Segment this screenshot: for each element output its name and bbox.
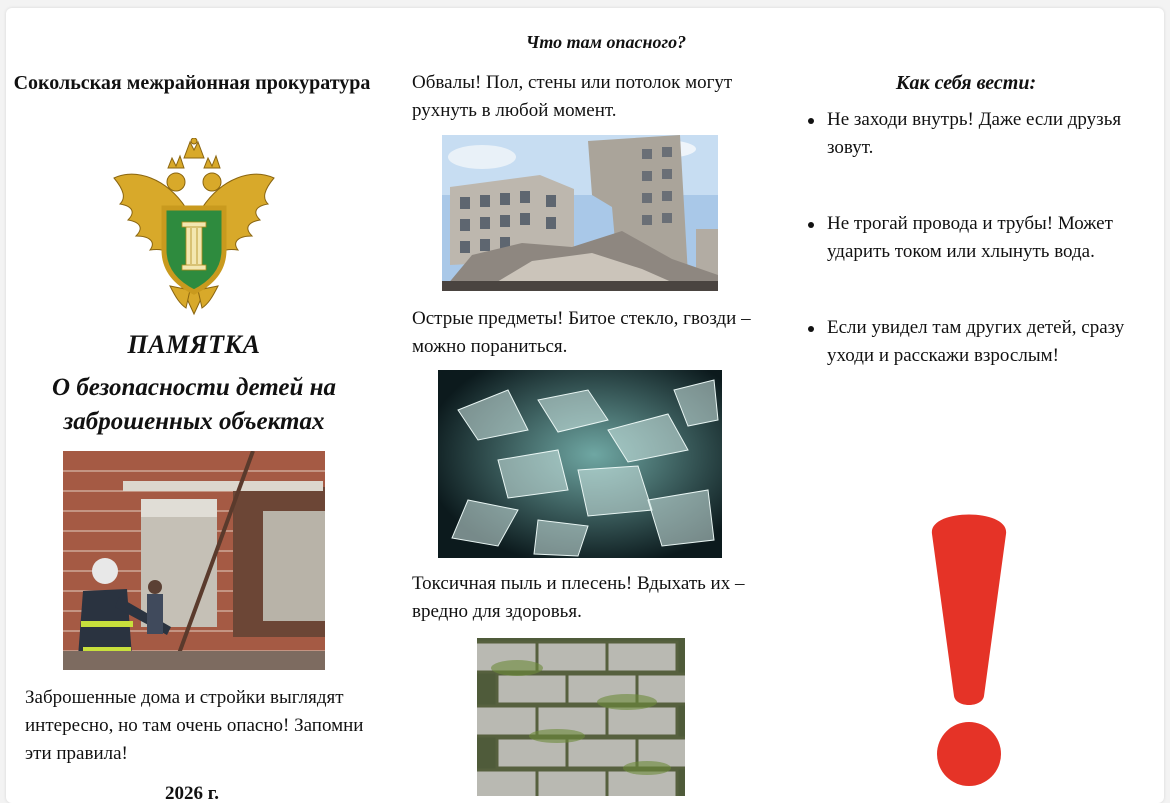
organization-title: Сокольская межрайонная прокуратура [13, 72, 371, 94]
bullet-icon [808, 326, 814, 332]
intro-text: Заброшенные дома и стройки выглядят интересно, но там очень опасно! Запомни эти правила! [25, 687, 364, 764]
memo-title: ПАМЯТКА [127, 330, 261, 359]
list-item [803, 314, 1143, 370]
behavior-rules-list [803, 106, 1143, 418]
list-item [803, 210, 1143, 266]
prosecutor-emblem-icon [106, 138, 282, 316]
behavior-heading: Как себя вести: [895, 72, 1037, 94]
year-label: 2026 г. [165, 783, 219, 803]
danger-item-sharp: Острые предметы! Битое стекло, гвозди – можно пораниться. [412, 308, 751, 357]
dangers-heading: Что там опасного? [525, 32, 687, 52]
rule-text: Не трогай провода и трубы! Может ударить током или хлынуть вода. [827, 213, 1113, 262]
danger-item-toxic: Токсичная пыль и плесень! Вдыхать их – вредно для здоровья. [412, 573, 745, 622]
collapsed-building-photo [442, 135, 718, 291]
list-item [803, 106, 1143, 162]
mossy-brick-photo [477, 638, 685, 796]
rule-text: Не заходи внутрь! Даже если друзья зовут. [827, 109, 1122, 158]
broken-glass-photo [438, 370, 722, 558]
exclamation-icon [914, 500, 1024, 792]
bullet-icon [808, 222, 814, 228]
bullet-icon [808, 118, 814, 124]
leaflet-sheet [6, 8, 1164, 803]
danger-item-collapse: Обвалы! Пол, стены или потолок могут рухнуть в любой момент. [412, 72, 733, 121]
rule-text: Если увидел там других детей, сразу уходи и расскажи взрослым! [827, 317, 1125, 366]
memo-subtitle: О безопасности детей на заброшенных объектах [52, 374, 336, 435]
firefighter-ruins-photo [63, 451, 325, 670]
